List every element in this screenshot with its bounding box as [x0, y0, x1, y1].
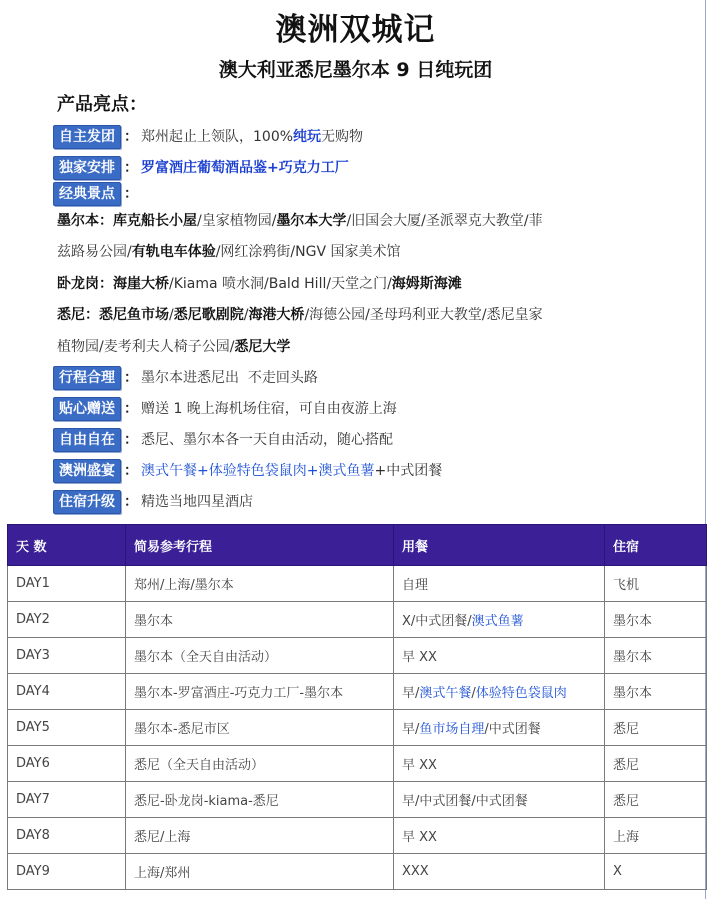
cell-hotel: 墨尔本	[605, 602, 707, 638]
cell-hotel: X	[605, 854, 707, 890]
header-meal: 用餐	[394, 525, 605, 566]
table-row	[8, 782, 707, 818]
cell-day: DAY6	[8, 746, 126, 782]
cell-hotel: 飞机	[605, 566, 707, 602]
cell-day: DAY8	[8, 818, 126, 854]
feature-dujia: 独家安排 ： 罗富酒庄葡萄酒品鉴+巧克力工厂	[53, 156, 349, 180]
header-route: 简易参考行程	[126, 525, 394, 566]
feature-ziyou: 自由自在 ： 悉尼、墨尔本各一天自由活动，随心搭配	[53, 428, 393, 452]
cell-route: 墨尔本-罗富酒庄-巧克力工厂-墨尔本	[126, 674, 394, 710]
cell-meal: X/中式团餐/澳式鱼薯	[394, 602, 605, 638]
cell-route: 悉尼/上海	[126, 818, 394, 854]
cell-route: 上海/郑州	[126, 854, 394, 890]
highlights-heading: 产品亮点：	[57, 94, 147, 115]
cell-day: DAY9	[8, 854, 126, 890]
table-header-row	[8, 525, 707, 566]
header-hotel: 住宿	[605, 525, 707, 566]
badge-tiexin: 贴心赠送	[53, 397, 121, 421]
badge-xingcheng: 行程合理	[53, 366, 121, 390]
cell-route: 悉尼-卧龙岗-kiama-悉尼	[126, 782, 394, 818]
cell-route: 郑州/上海/墨尔本	[126, 566, 394, 602]
page-title: 澳洲双城记	[275, 12, 436, 48]
cell-day: DAY1	[8, 566, 126, 602]
cell-hotel: 悉尼	[605, 746, 707, 782]
cell-route: 悉尼（全天自由活动）	[126, 746, 394, 782]
cell-route: 墨尔本（全天自由活动）	[126, 638, 394, 674]
feature-xingcheng: 行程合理 ： 墨尔本进悉尼出 不走回头路	[53, 366, 318, 390]
cell-meal: 早/中式团餐/中式团餐	[394, 782, 605, 818]
table-row	[8, 566, 707, 602]
cell-meal: 早 XX	[394, 746, 605, 782]
feature-zizhu: 自主发团 ： 郑州起止上领队，100%纯玩无购物	[53, 125, 363, 149]
badge-aozhou: 澳洲盛宴	[53, 459, 121, 483]
badge-ziyou: 自由自在	[53, 428, 121, 452]
sights-melbourne-2: 兹路易公园/有轨电车体验/网红涂鸦街/NGV 国家美术馆	[57, 244, 401, 260]
cell-day: DAY2	[8, 602, 126, 638]
table-row	[8, 710, 707, 746]
cell-meal: 早/澳式午餐/体验特色袋鼠肉	[394, 674, 605, 710]
cell-route: 墨尔本	[126, 602, 394, 638]
cell-route: 墨尔本-悉尼市区	[126, 710, 394, 746]
itinerary-table	[7, 524, 707, 890]
table-row	[8, 602, 707, 638]
badge-dujia: 独家安排	[53, 156, 121, 180]
sights-sydney-2: 植物园/麦考利夫人椅子公园/悉尼大学	[57, 339, 291, 355]
feature-aozhou: 澳洲盛宴 ： 澳式午餐+体验特色袋鼠肉+澳式鱼薯+中式团餐	[53, 459, 442, 483]
sights-wollongong: 卧龙岗：海崖大桥/Kiama 喷水洞/Bald Hill/天堂之门/海姆斯海滩	[57, 276, 462, 292]
table-row	[8, 746, 707, 782]
table-row	[8, 674, 707, 710]
cell-hotel: 上海	[605, 818, 707, 854]
badge-zhusu: 住宿升级	[53, 490, 121, 514]
header-day: 天 数	[8, 525, 126, 566]
feature-zhusu: 住宿升级 ： 精选当地四星酒店	[53, 490, 253, 514]
cell-day: DAY3	[8, 638, 126, 674]
cell-meal: 早 XX	[394, 818, 605, 854]
badge-zizhu: 自主发团	[53, 125, 121, 149]
cell-hotel: 悉尼	[605, 710, 707, 746]
cell-meal: 早/鱼市场自理/中式团餐	[394, 710, 605, 746]
cell-hotel: 墨尔本	[605, 674, 707, 710]
feature-jingdian: 经典景点 ：	[53, 182, 141, 206]
table-row	[8, 818, 707, 854]
cell-hotel: 墨尔本	[605, 638, 707, 674]
cell-meal: XXX	[394, 854, 605, 890]
cell-day: DAY5	[8, 710, 126, 746]
cell-meal: 早 XX	[394, 638, 605, 674]
cell-day: DAY4	[8, 674, 126, 710]
table-row	[8, 638, 707, 674]
cell-hotel: 悉尼	[605, 782, 707, 818]
feature-tiexin: 贴心赠送 ： 赠送 1 晚上海机场住宿，可自由夜游上海	[53, 397, 397, 421]
badge-jingdian: 经典景点	[53, 182, 121, 206]
table-row	[8, 854, 707, 890]
sights-melbourne-1: 墨尔本：库克船长小屋/皇家植物园/墨尔本大学/旧国会大厦/圣派翠克大教堂/菲	[57, 213, 543, 229]
cell-meal: 自理	[394, 566, 605, 602]
cell-day: DAY7	[8, 782, 126, 818]
sights-sydney-1: 悉尼：悉尼鱼市场/悉尼歌剧院/海港大桥/海德公园/圣母玛利亚大教堂/悉尼皇家	[57, 307, 543, 323]
page-subtitle: 澳大利亚悉尼墨尔本 9 日纯玩团	[218, 59, 493, 81]
